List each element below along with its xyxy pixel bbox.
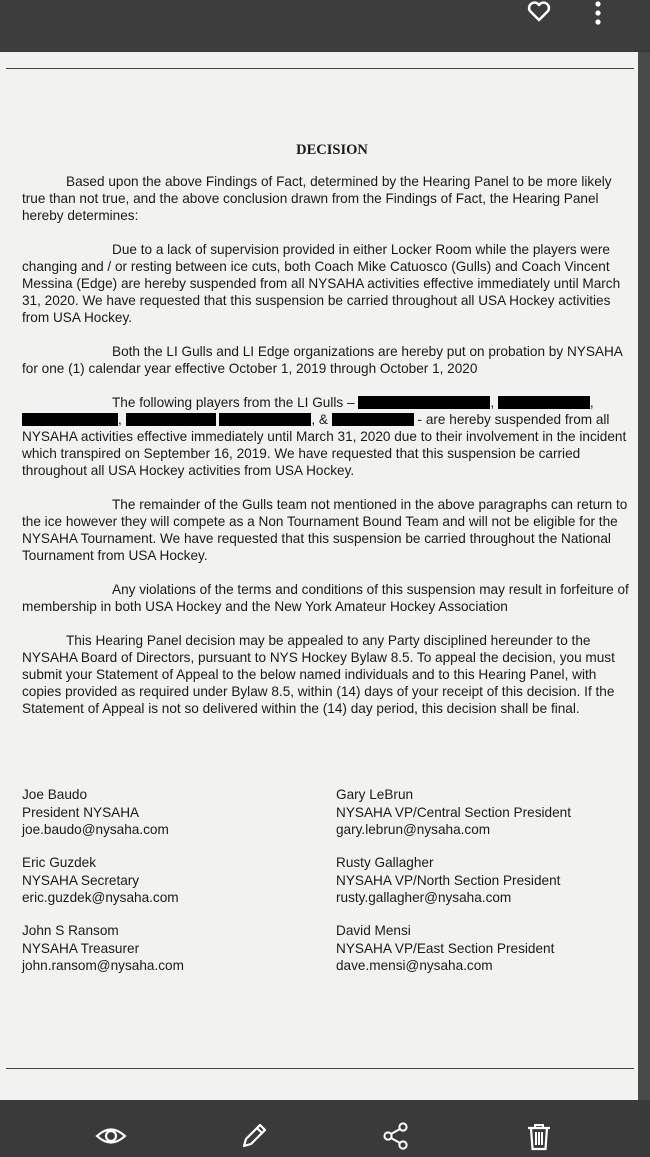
signatory-email: john.ransom@nysaha.com [22,958,184,973]
players-text-start: The following players from the LI Gulls – [112,395,355,410]
more-options-button[interactable] [586,0,610,28]
intro-paragraph [22,173,632,224]
share-button[interactable] [380,1120,412,1152]
redaction-bar [498,396,590,409]
signatory-name: Joe Baudo [22,787,88,802]
scroll-edge [638,52,650,1100]
probation-text: Both the LI Gulls and LI Edge organizations are hereby put on probation by NYSAHA for one (1) calendar year effective October 1, 2019 through October 1, 2020 [22,344,623,376]
appeal-text: This Hearing Panel decision may be appealed to any Party disciplined hereunder to the NYSAHA Board of Directors, pursuant to NYS Hockey Bylaw 8.5. To appeal the decision, you must submit your Statement of Appeal to the below named individuals and to this Hearing Panel, with copies provided as required under Bylaw 8.5, within (14) days of your receipt of this decision. If the Statement of Appeal is not so delivered within the (14) day period, this decision shall be final. [22,633,615,716]
violations-paragraph [22,581,632,615]
players-amp: , & [311,412,328,427]
intro-text: Based upon the above Findings of Fact, determined by the Hearing Panel to be more likely true than not true, and the above conclusion drawn from the Findings of Fact, the Hearing Panel hereby determines: [22,174,612,223]
violations-text: Any violations of the terms and conditions of this suspension may result in forfeiture of membership in both USA Hockey and the New York Amateur Hockey Association [22,582,629,614]
more-vertical-icon [586,0,610,28]
signatory [336,854,636,907]
team-paragraph [22,496,632,564]
trash-icon [523,1120,555,1152]
page-bottom-rule [6,1068,634,1069]
players-sep: , [589,395,594,410]
signatory-email: eric.guzdek@nysaha.com [22,890,179,905]
signatory-name: Gary LeBrun [336,787,414,802]
team-text: The remainder of the Gulls team not mentioned in the above paragraphs can return to the ice however they will compete as a Non Tournament Bound Team and will not be eligible for the NYSAHA Tournament. We have requested that this suspension be carried throughout the National Tournament from USA Hockey. [22,497,628,563]
signatory-email: joe.baudo@nysaha.com [22,822,169,837]
redaction-bar [126,413,216,426]
top-toolbar [0,0,650,50]
players-sep: , [118,412,122,427]
appeal-paragraph [22,632,632,717]
signatory [22,854,322,907]
players-paragraph [22,394,632,479]
signatory-title: NYSAHA Secretary [22,872,140,888]
bottom-toolbar [0,1100,650,1155]
supervision-text: Due to a lack of supervision provided in either Locker Room while the players were changing and / or resting between ice cuts, both Coach Mike Catuosco (Gulls) and Coach Vincent Messina (Edge) are hereby suspended from all NYSAHA activities effective immediately until March 31, 2020. We have requested that this suspension be carried throughout all USA Hockey activities from USA Hockey. [22,242,621,325]
edit-button[interactable] [238,1120,270,1152]
players-sep: , [490,395,495,410]
signatory-title: NYSAHA VP/East Section President [336,940,555,956]
redaction-bar [219,413,311,426]
players-text-rest: - are hereby suspended from all NYSAHA activities effective immediately until March 31, 2020 due to their involvement in the incident which transpired on September 16, 2019. We have requested that this suspension be carried throughout all USA Hockey activities from USA Hockey. [22,412,627,478]
probation-paragraph [22,343,632,377]
favorite-button[interactable] [522,0,556,28]
heart-icon [522,0,556,28]
signatory-name: Rusty Gallagher [336,855,434,870]
signatory-title: NYSAHA VP/North Section President [336,872,561,888]
signatory-title: NYSAHA Treasurer [22,940,140,956]
signatory-title: President NYSAHA [22,804,140,820]
view-button[interactable] [95,1120,127,1152]
signatory [336,922,636,975]
signatory-name: John S Ransom [22,923,119,938]
supervision-paragraph [22,241,632,326]
page-top-rule [6,68,634,69]
redaction-bar [22,413,118,426]
signatory-email: rusty.gallagher@nysaha.com [336,890,512,905]
share-icon [380,1120,412,1152]
signatory-email: gary.lebrun@nysaha.com [336,822,491,837]
signatory-name: Eric Guzdek [22,855,97,870]
signatory [22,786,322,839]
signatory-email: dave.mensi@nysaha.com [336,958,493,973]
eye-icon [95,1120,127,1152]
redaction-bar [358,396,490,409]
signatory-title: NYSAHA VP/Central Section President [336,804,571,820]
pencil-icon [238,1120,270,1152]
signatory [336,786,636,839]
document-title: DECISION [296,142,368,158]
redaction-bar [332,413,414,426]
signatory [22,922,322,975]
signatory-name: David Mensi [336,923,411,938]
document-body [22,142,632,734]
delete-button[interactable] [523,1120,555,1152]
